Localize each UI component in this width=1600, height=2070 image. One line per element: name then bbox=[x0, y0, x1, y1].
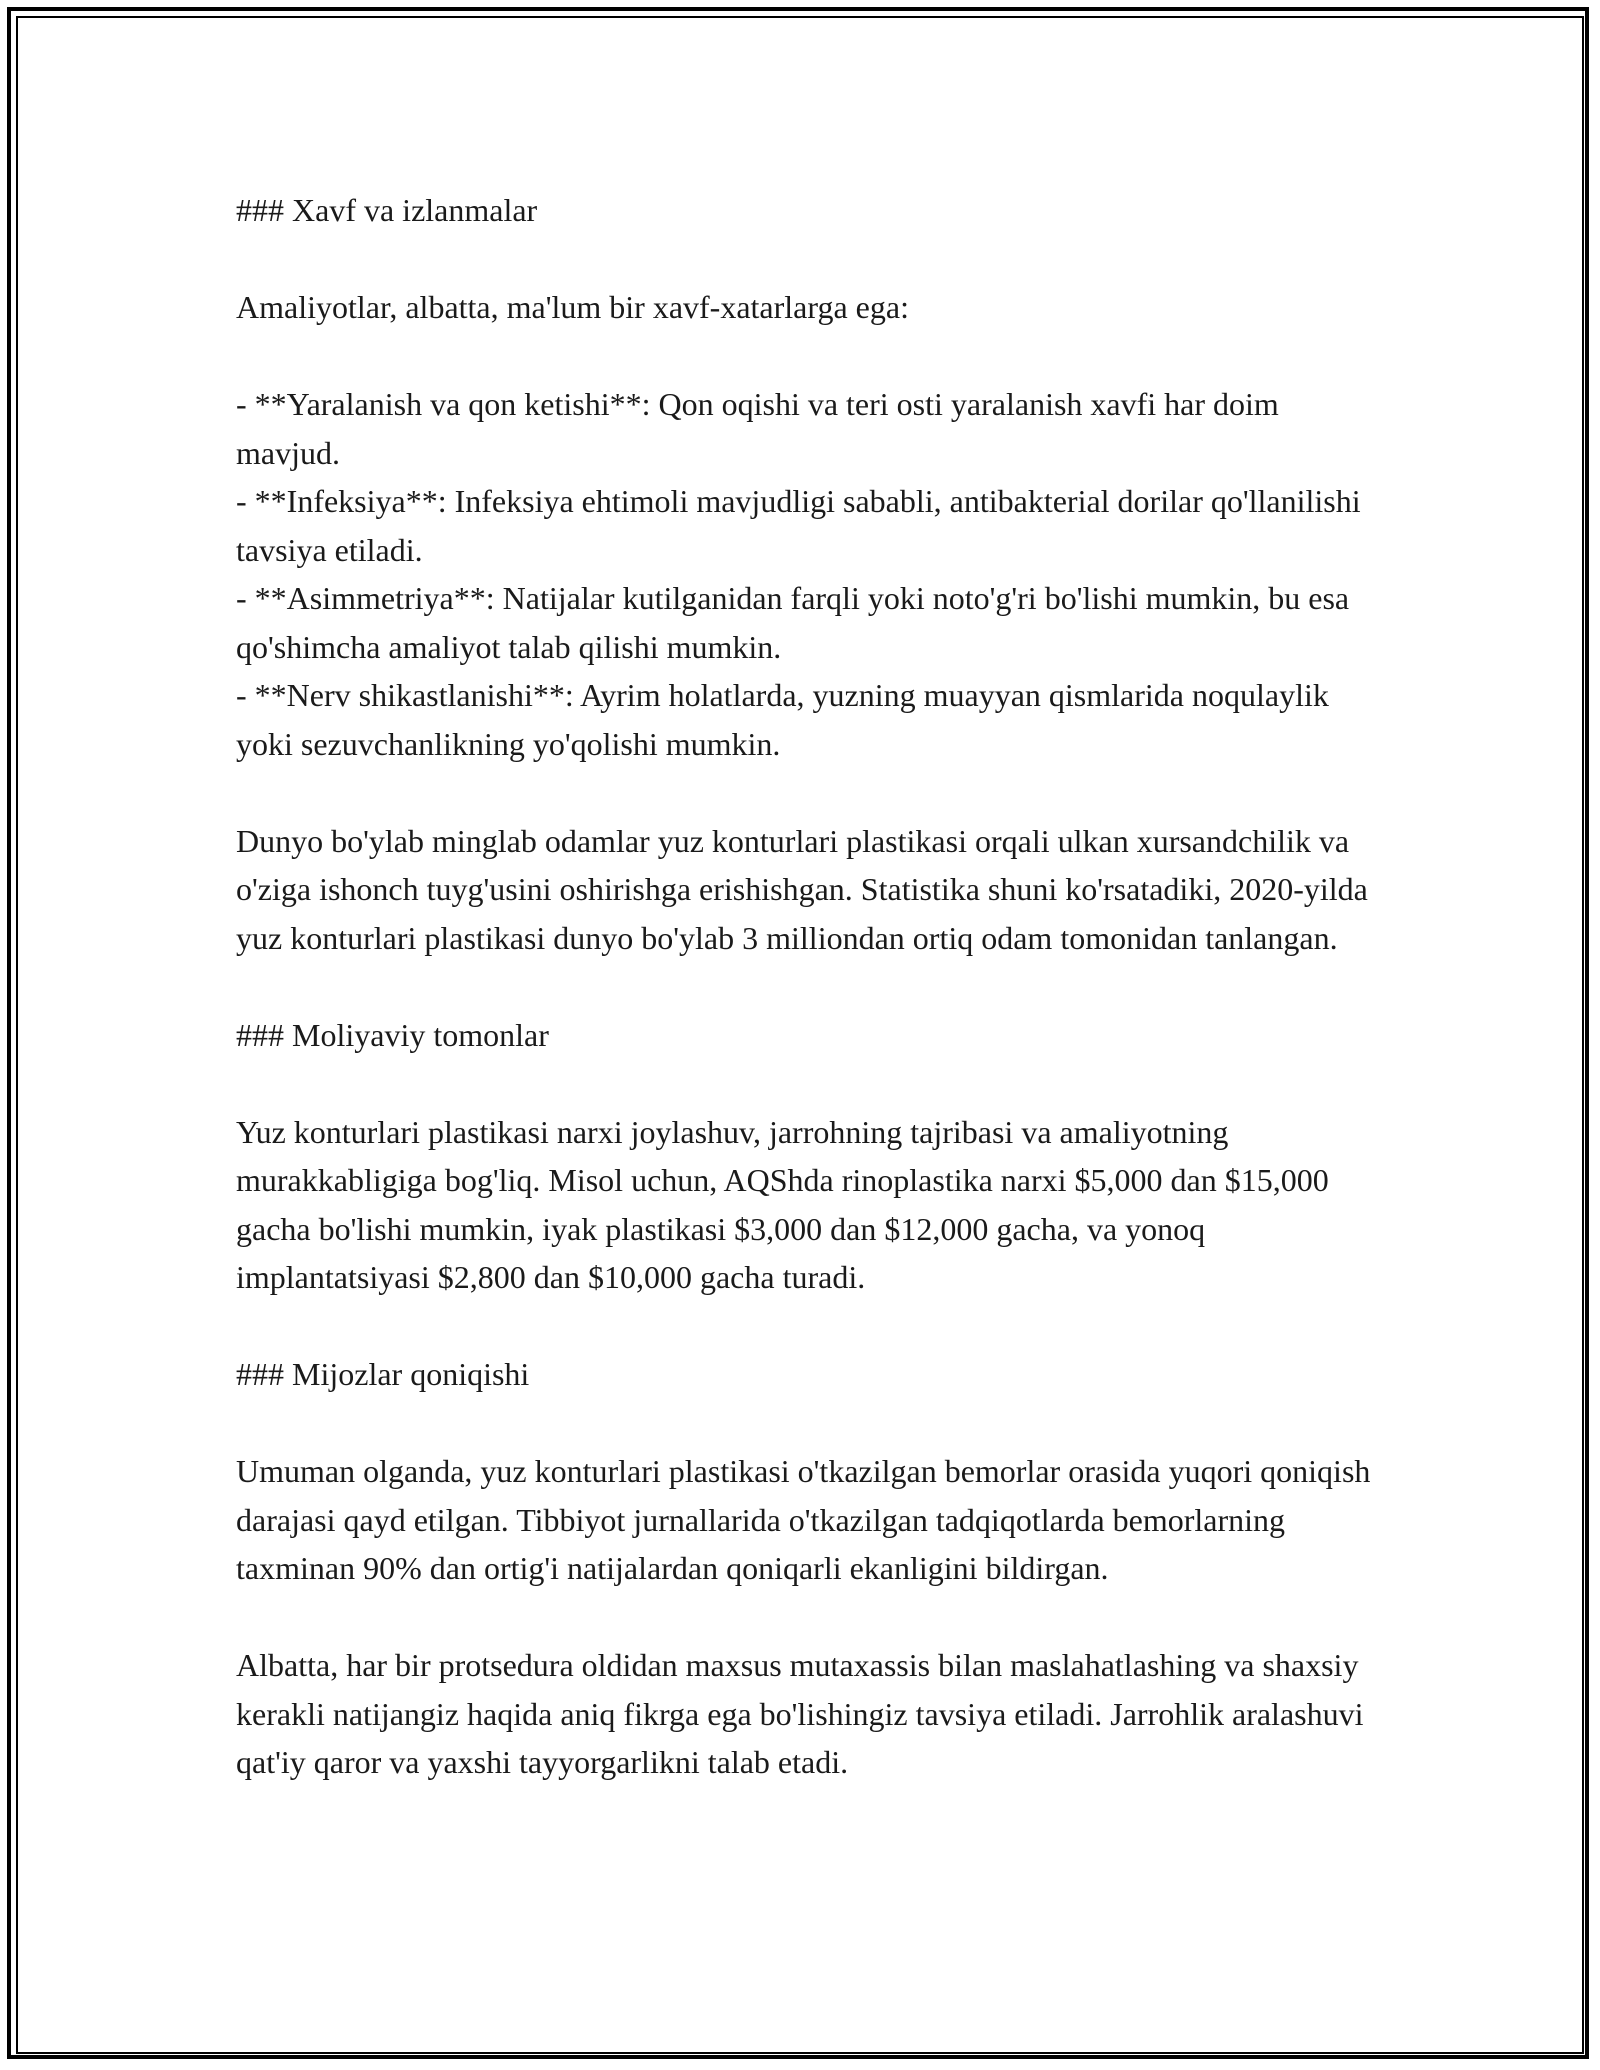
closing-paragraph: Albatta, har bir protsedura oldidan maxsus mutaxassis bilan maslahatlashing va shaxsiy kerakli natijangiz haqida aniq fikrga ega bo'lishingiz tavsiya etiladi. Jarrohlik aralashuvi qat'iy qaror va yaxshi tayyorgarlikni talab etadi. bbox=[236, 1647, 1364, 1780]
risk-list bbox=[236, 380, 1376, 768]
satisfaction-paragraph: Umuman olganda, yuz konturlari plastikasi o'tkazilgan bemorlar orasida yuqori qoniqish darajasi qayd etilgan. Tibbiyot jurnallarida o'tkazilgan tadqiqotlarda bemorlarning taxminan 90% dan ortig'i natijalardan qoniqarli ekanligini bildirgan. bbox=[236, 1453, 1371, 1586]
list-item: - **Infeksiya**: Infeksiya ehtimoli mavjudligi sababli, antibakterial dorilar qo'llanilishi tavsiya etiladi. bbox=[236, 483, 1361, 568]
list-item: - **Asimmetriya**: Natijalar kutilganidan farqli yoki noto'g'ri bo'lishi mumkin, bu esa qo'shimcha amaliyot talab qilishi mumkin. bbox=[236, 580, 1350, 665]
document-body bbox=[236, 186, 1376, 1835]
list-item: - **Yaralanish va qon ketishi**: Qon oqishi va teri osti yaralanish xavfi har doim mavjud. bbox=[236, 386, 1279, 471]
worldwide-paragraph: Dunyo bo'ylab minglab odamlar yuz konturlari plastikasi orqali ulkan xursandchilik va o'ziga ishonch tuyg'usini oshirishga erishishgan. Statistika shuni ko'rsatadiki, 2020-yilda yuz konturlari plastikasi dunyo bo'ylab 3 milliondan ortiq odam tomonidan tanlangan. bbox=[236, 822, 1368, 956]
section-heading-risks: ### Xavf va izlanmalar bbox=[236, 192, 538, 228]
section-heading-satisfaction: ### Mijozlar qoniqishi bbox=[236, 1356, 530, 1392]
list-item: - **Nerv shikastlanishi**: Ayrim holatlarda, yuzning muayyan qismlarida noqulaylik yoki sezuvchanlikning yo'qolishi mumkin. bbox=[236, 677, 1329, 762]
risks-intro-paragraph: Amaliyotlar, albatta, ma'lum bir xavf-xatarlarga ega: bbox=[236, 289, 909, 325]
section-heading-financial: ### Moliyaviy tomonlar bbox=[236, 1016, 549, 1053]
financial-paragraph: Yuz konturlari plastikasi narxi joylashuv, jarrohning tajribasi va amaliyotning murakkabligiga bog'liq. Misol uchun, AQShda rinoplastika narxi $5,000 dan $15,000 gacha bo'lishi mumkin, iyak plastikasi $3,000 dan $12,000 gacha, va yonoq implantatsiyasi $2,800 dan $10,000 gacha turadi. bbox=[236, 1113, 1329, 1295]
